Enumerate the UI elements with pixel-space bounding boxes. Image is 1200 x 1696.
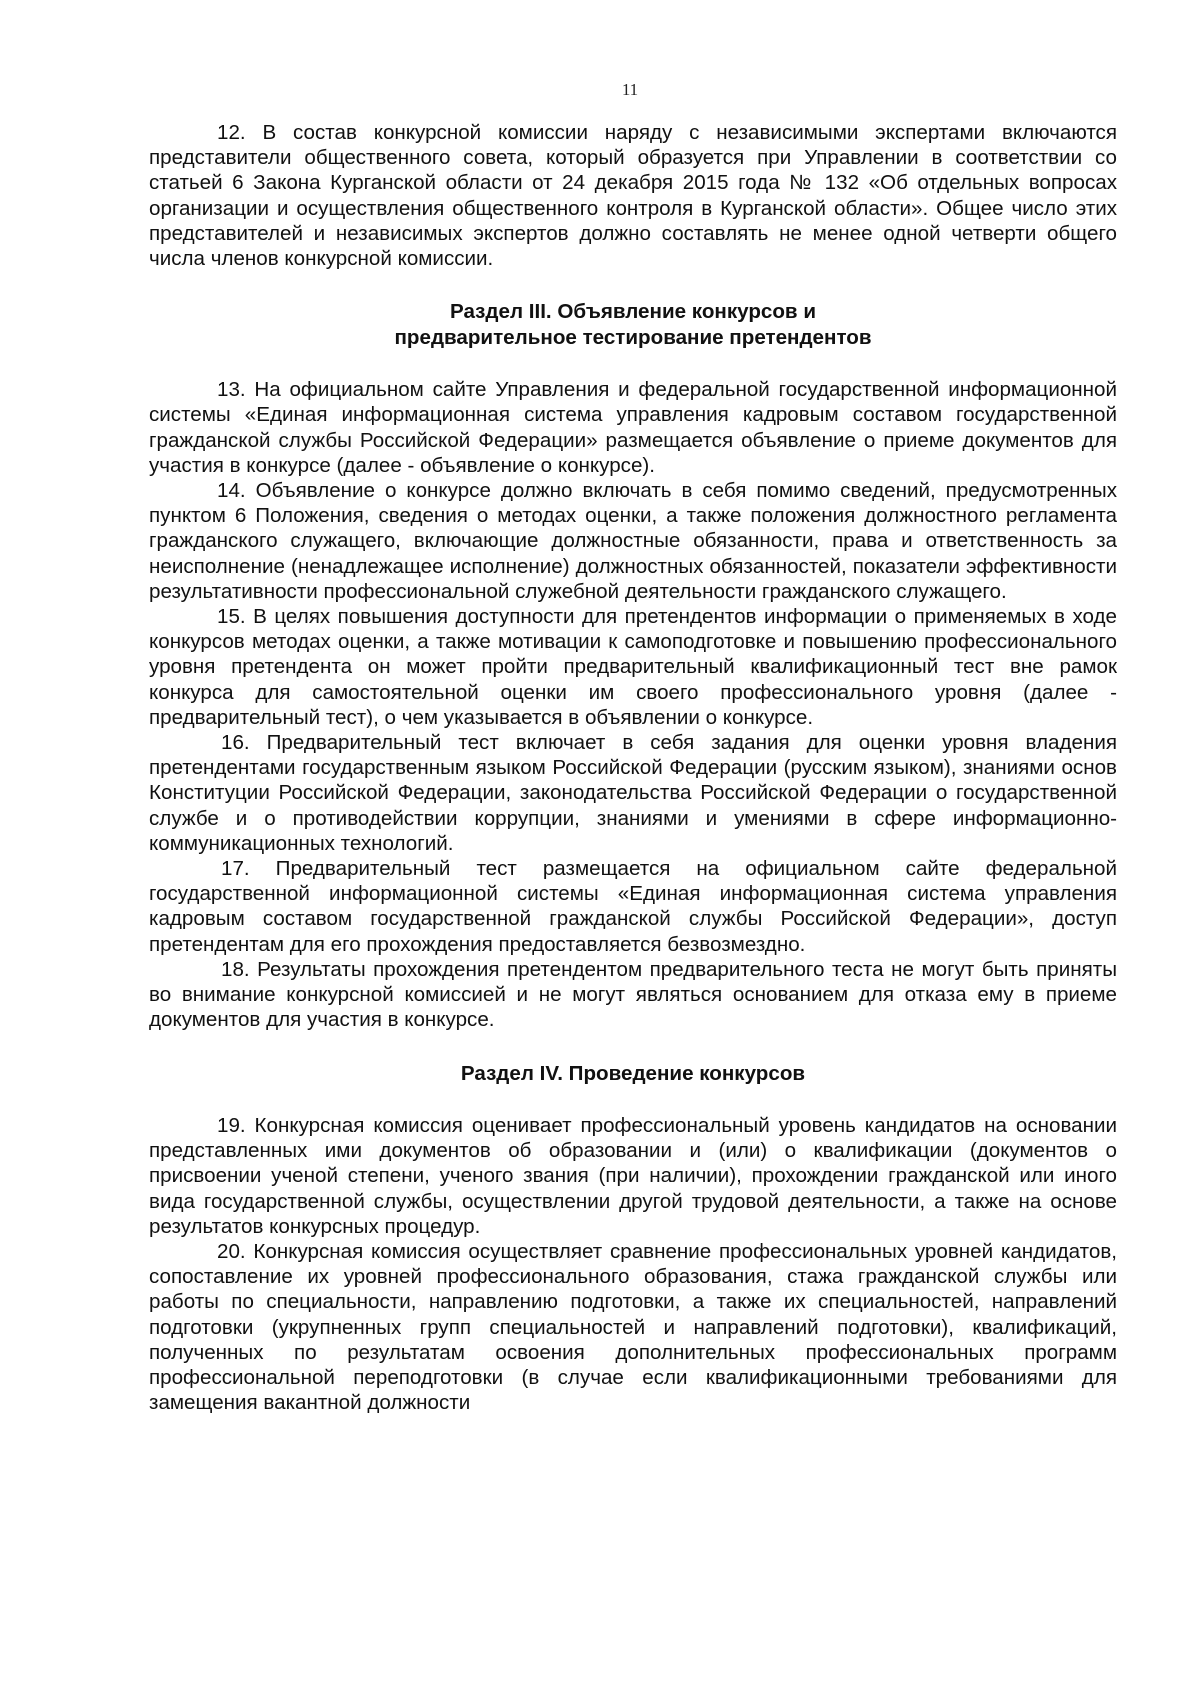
section-4-heading <box>149 1061 1117 1087</box>
paragraph-19: 19. Конкурсная комиссия оценивает профессиональный уровень кандидатов на основании представленных ими документов об образовании и (или) о квалификации (документов о присвоении ученой степени, ученого звания (при наличии), прохождении гражданской или иного вида государственной службы, осуществлении другой трудовой деятельности, а также на основе результатов конкурсных процедур. <box>149 1114 1117 1238</box>
document-body <box>149 120 1117 1415</box>
paragraph-20: 20. Конкурсная комиссия осуществляет сравнение профессиональных уровней кандидатов, сопоставление их уровней профессионального образования, стажа гражданской службы или работы по специальности, направлению подготовки, а также их специальностей, направлений подготовки (укрупненных групп специальностей и направлений подготовки), квалификаций, полученных по результатам освоения дополнительных профессиональных программ профессиональной переподготовки (в случае если квалификационными требованиями для замещения вакантной должности <box>149 1240 1117 1415</box>
paragraph-17: 17. Предварительный тест размещается на официальном сайте федеральной государственной информационной системы «Единая информационная система управления кадровым составом государственной гражданской службы Российской Федерации», доступ претендентам для его прохождения предоставляется безвозмездно. <box>149 857 1117 956</box>
section-3-heading-line-2: предварительное тестирование претендентов <box>394 325 872 349</box>
paragraph-16: 16. Предварительный тест включает в себя задания для оценки уровня владения претендентами государственным языком Российской Федерации (русским языком), знаниями основ Конституции Российской Федерации, законодательства Российской Федерации о государственной службе и о противодействии коррупции, знаниями и умениями в сфере информационно-коммуникационных технологий. <box>149 731 1117 855</box>
paragraph-18: 18. Результаты прохождения претендентом предварительного теста не могут быть приняты во внимание конкурсной комиссией и не могут являться основанием для отказа ему в приеме документов для участия в конкурсе. <box>149 957 1117 1032</box>
spacer <box>149 1086 1117 1113</box>
paragraph-13: 13. На официальном сайте Управления и федеральной государственной информационной системы «Единая информационная система управления кадровым составом государственной гражданской службы Российской Федерации» размещается объявление о приеме документов для участия в конкурсе (далее - объявление о конкурсе). <box>149 378 1117 477</box>
spacer <box>149 271 1117 299</box>
section-3-heading <box>149 299 1117 350</box>
paragraph-15: 15. В целях повышения доступности для претендентов информации о применяемых в ходе конкурсов методах оценки, а также мотивации к самоподготовке и повышению профессионального уровня претендента он может пройти предварительный квалификационный тест вне рамок конкурса для самостоятельной оценки им своего профессионального уровня (далее - предварительный тест), о чем указывается в объявлении о конкурсе. <box>149 605 1117 729</box>
page-number: 11 <box>621 80 639 99</box>
section-4-heading-line-1: Раздел IV. Проведение конкурсов <box>460 1061 806 1085</box>
spacer <box>149 1033 1117 1061</box>
paragraph-12: 12. В состав конкурсной комиссии наряду с независимыми экспертами включаются представители общественного совета, который образуется при Управлении в соответствии со статьей 6 Закона Курганской области от 24 декабря 2015 года № 132 «Об отдельных вопросах организации и осуществления общественного контроля в Курганской области». Общее число этих представителей и независимых экспертов должно составлять не менее одной четверти общего числа членов конкурсной комиссии. <box>149 121 1117 271</box>
section-3-heading-line-1: Раздел III. Объявление конкурсов и <box>450 300 816 324</box>
spacer <box>149 350 1117 377</box>
paragraph-14: 14. Объявление о конкурсе должно включать в себя помимо сведений, предусмотренных пунктом 6 Положения, сведения о методах оценки, а также положения должностного регламента гражданского служащего, включающие должностные обязанности, права и ответственность за неисполнение (ненадлежащее исполнение) должностных обязанностей, показатели эффективности результативности профессиональной служебной деятельности гражданского служащего. <box>149 479 1117 603</box>
